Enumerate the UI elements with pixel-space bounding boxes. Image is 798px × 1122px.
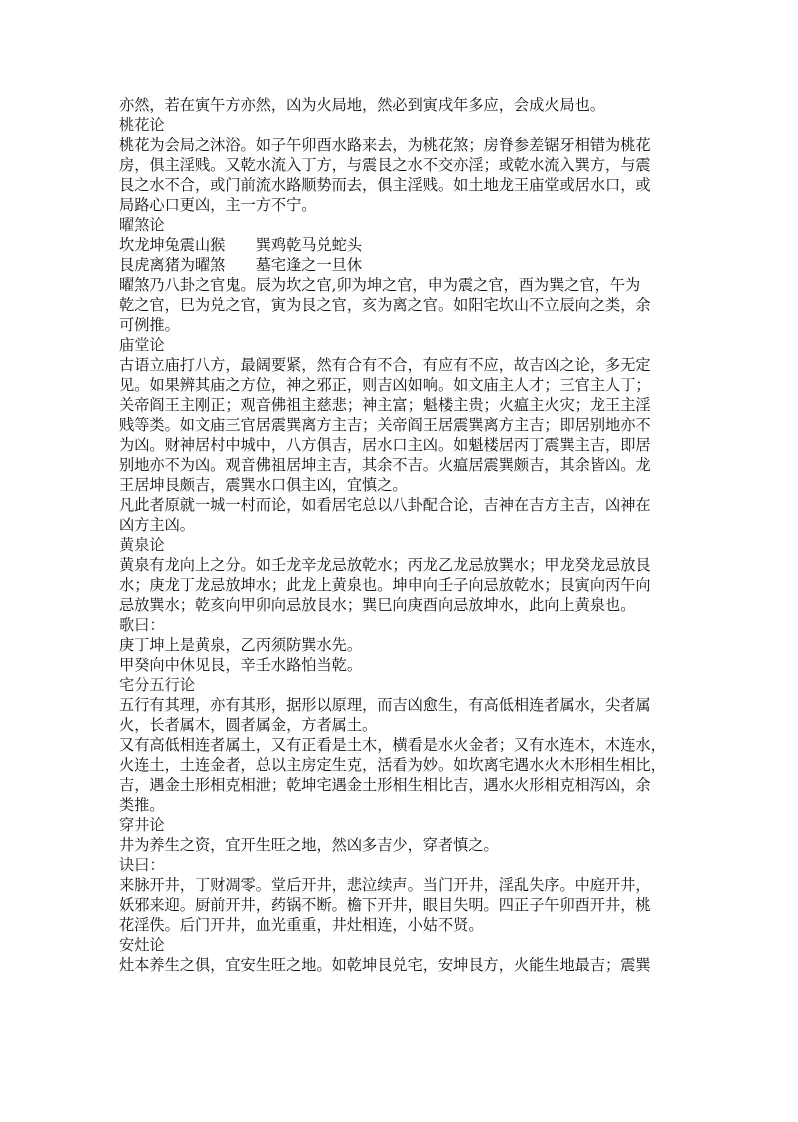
- text-line: 别地亦不为凶。观音佛祖居坤主吉，其余不吉。火瘟居震巽颇吉，其余皆凶。龙: [119, 456, 651, 474]
- text-line: 坎龙坤兔震山猴 巽鸡乾马兑蛇头: [119, 236, 362, 254]
- text-line: 甲癸向中休见艮，辛壬水路怕当乾。: [119, 656, 362, 674]
- text-line: 火连土，土连金者，总以主房定生克，活看为妙。如坎离宅遇水火木形相生相比，: [119, 756, 666, 774]
- section-heading: 庙堂论: [119, 336, 165, 354]
- text-line: 关帝阎王主刚正；观音佛祖主慈悲；神主富；魁楼主贵；火瘟主火灾；龙王主淫: [119, 396, 651, 414]
- text-line: 来脉开井，丁财凋零。堂后开井，悲泣续声。当门开井，淫乱失序。中庭开井，: [119, 876, 651, 894]
- text-line: 见。如果辨其庙之方位，神之邪正，则吉凶如响。如文庙主人才；三官主人丁；: [119, 376, 651, 394]
- text-line: 亦然，若在寅午方亦然，凶为火局地，然必到寅戌年多应，会成火局也。: [119, 96, 605, 114]
- section-heading: 宅分五行论: [119, 676, 195, 694]
- text-line: 火，长者属木，圆者属金，方者属土。: [119, 716, 378, 734]
- text-line: 类推。: [119, 796, 165, 814]
- section-heading: 桃花论: [119, 116, 165, 134]
- text-line: 王居坤艮颇吉，震巽水口俱主凶，宜慎之。: [119, 476, 408, 494]
- text-line: 妖邪来迎。厨前开井，药锅不断。檐下开井，眼目失明。四正子午卯酉开井，桃: [119, 896, 651, 914]
- section-heading: 安灶论: [119, 936, 165, 954]
- text-line: 为凶。财神居村中城中，八方俱吉，居水口主凶。如魁楼居丙丁震巽主吉，即居: [119, 436, 651, 454]
- document-page: [119, 95, 679, 975]
- text-line: 花淫佚。后门开井，血光重重，井灶相连，小姑不贤。: [119, 916, 484, 934]
- section-heading: 黄泉论: [119, 536, 165, 554]
- text-line: 灶本养生之俱，宜安生旺之地。如乾坤艮兑宅，安坤艮方，火能生地最吉；震巽: [119, 956, 651, 974]
- text-line: 黄泉有龙向上之分。如壬龙辛龙忌放乾水；丙龙乙龙忌放巽水；甲龙癸龙忌放艮: [119, 556, 651, 574]
- text-line: 凶方主凶。: [119, 516, 195, 534]
- section-heading: 曜煞论: [119, 216, 165, 234]
- text-line: 五行有其理，亦有其形，据形以原理，而吉凶愈生，有高低相连者属水，尖者属: [119, 696, 651, 714]
- section-heading: 诀曰：: [119, 856, 165, 874]
- text-line: 桃花为会局之沐浴。如子午卯酉水路来去，为桃花煞；房脊参差锯牙相错为桃花: [119, 136, 651, 154]
- section-heading: 穿井论: [119, 816, 165, 834]
- text-line: 凡此者原就一城一村而论，如看居宅总以八卦配合论，吉神在吉方主吉，凶神在: [119, 496, 651, 514]
- text-line: 局路心口更凶，主一方不宁。: [119, 196, 317, 214]
- text-line: 井为养生之资，宜开生旺之地，然凶多吉少，穿者慎之。: [119, 836, 499, 854]
- text-line: 艮之水不合，或门前流水路顺势而去，俱主淫贱。如土地龙王庙堂或居水口，或: [119, 176, 651, 194]
- text-line: 乾之官，巳为兑之官，寅为艮之官，亥为离之官。如阳宅坎山不立辰向之类，余: [119, 296, 651, 314]
- text-line: 古语立庙打八方，最阔要紧，然有合有不合，有应有不应，故吉凶之论，多无定: [119, 356, 651, 374]
- text-line: 贱等类。如文庙三官居震巽离方主吉；关帝阎王居震巽离方主吉；即居别地亦不: [119, 416, 651, 434]
- text-line: 可例推。: [119, 316, 180, 334]
- text-line: 庚丁坤上是黄泉，乙丙须防巽水先。: [119, 636, 362, 654]
- text-line: 又有高低相连者属土，又有正看是土木，横看是水火金者；又有水连木，木连水，: [119, 736, 666, 754]
- text-line: 曜煞乃八卦之官鬼。辰为坎之官,卯为坤之官，申为震之官，酉为巽之官，午为: [119, 276, 641, 294]
- text-line: 忌放巽水；乾亥向甲卯向忌放艮水；巽巳向庚酉向忌放坤水，此向上黄泉也。: [119, 596, 636, 614]
- text-line: 水；庚龙丁龙忌放坤水；此龙上黄泉也。坤申向壬子向忌放乾水；艮寅向丙午向: [119, 576, 651, 594]
- text-line: 吉，遇金土形相克相泄；乾坤宅遇金土形相生相比吉，遇水火形相克相泻凶，余: [119, 776, 651, 794]
- text-line: 房，俱主淫贱。又乾水流入丁方，与震艮之水不交亦淫；或乾水流入巽方，与震: [119, 156, 651, 174]
- section-heading: 歌曰：: [119, 616, 165, 634]
- text-line: 艮虎离猪为曜煞 墓宅逢之一旦休: [119, 256, 362, 274]
